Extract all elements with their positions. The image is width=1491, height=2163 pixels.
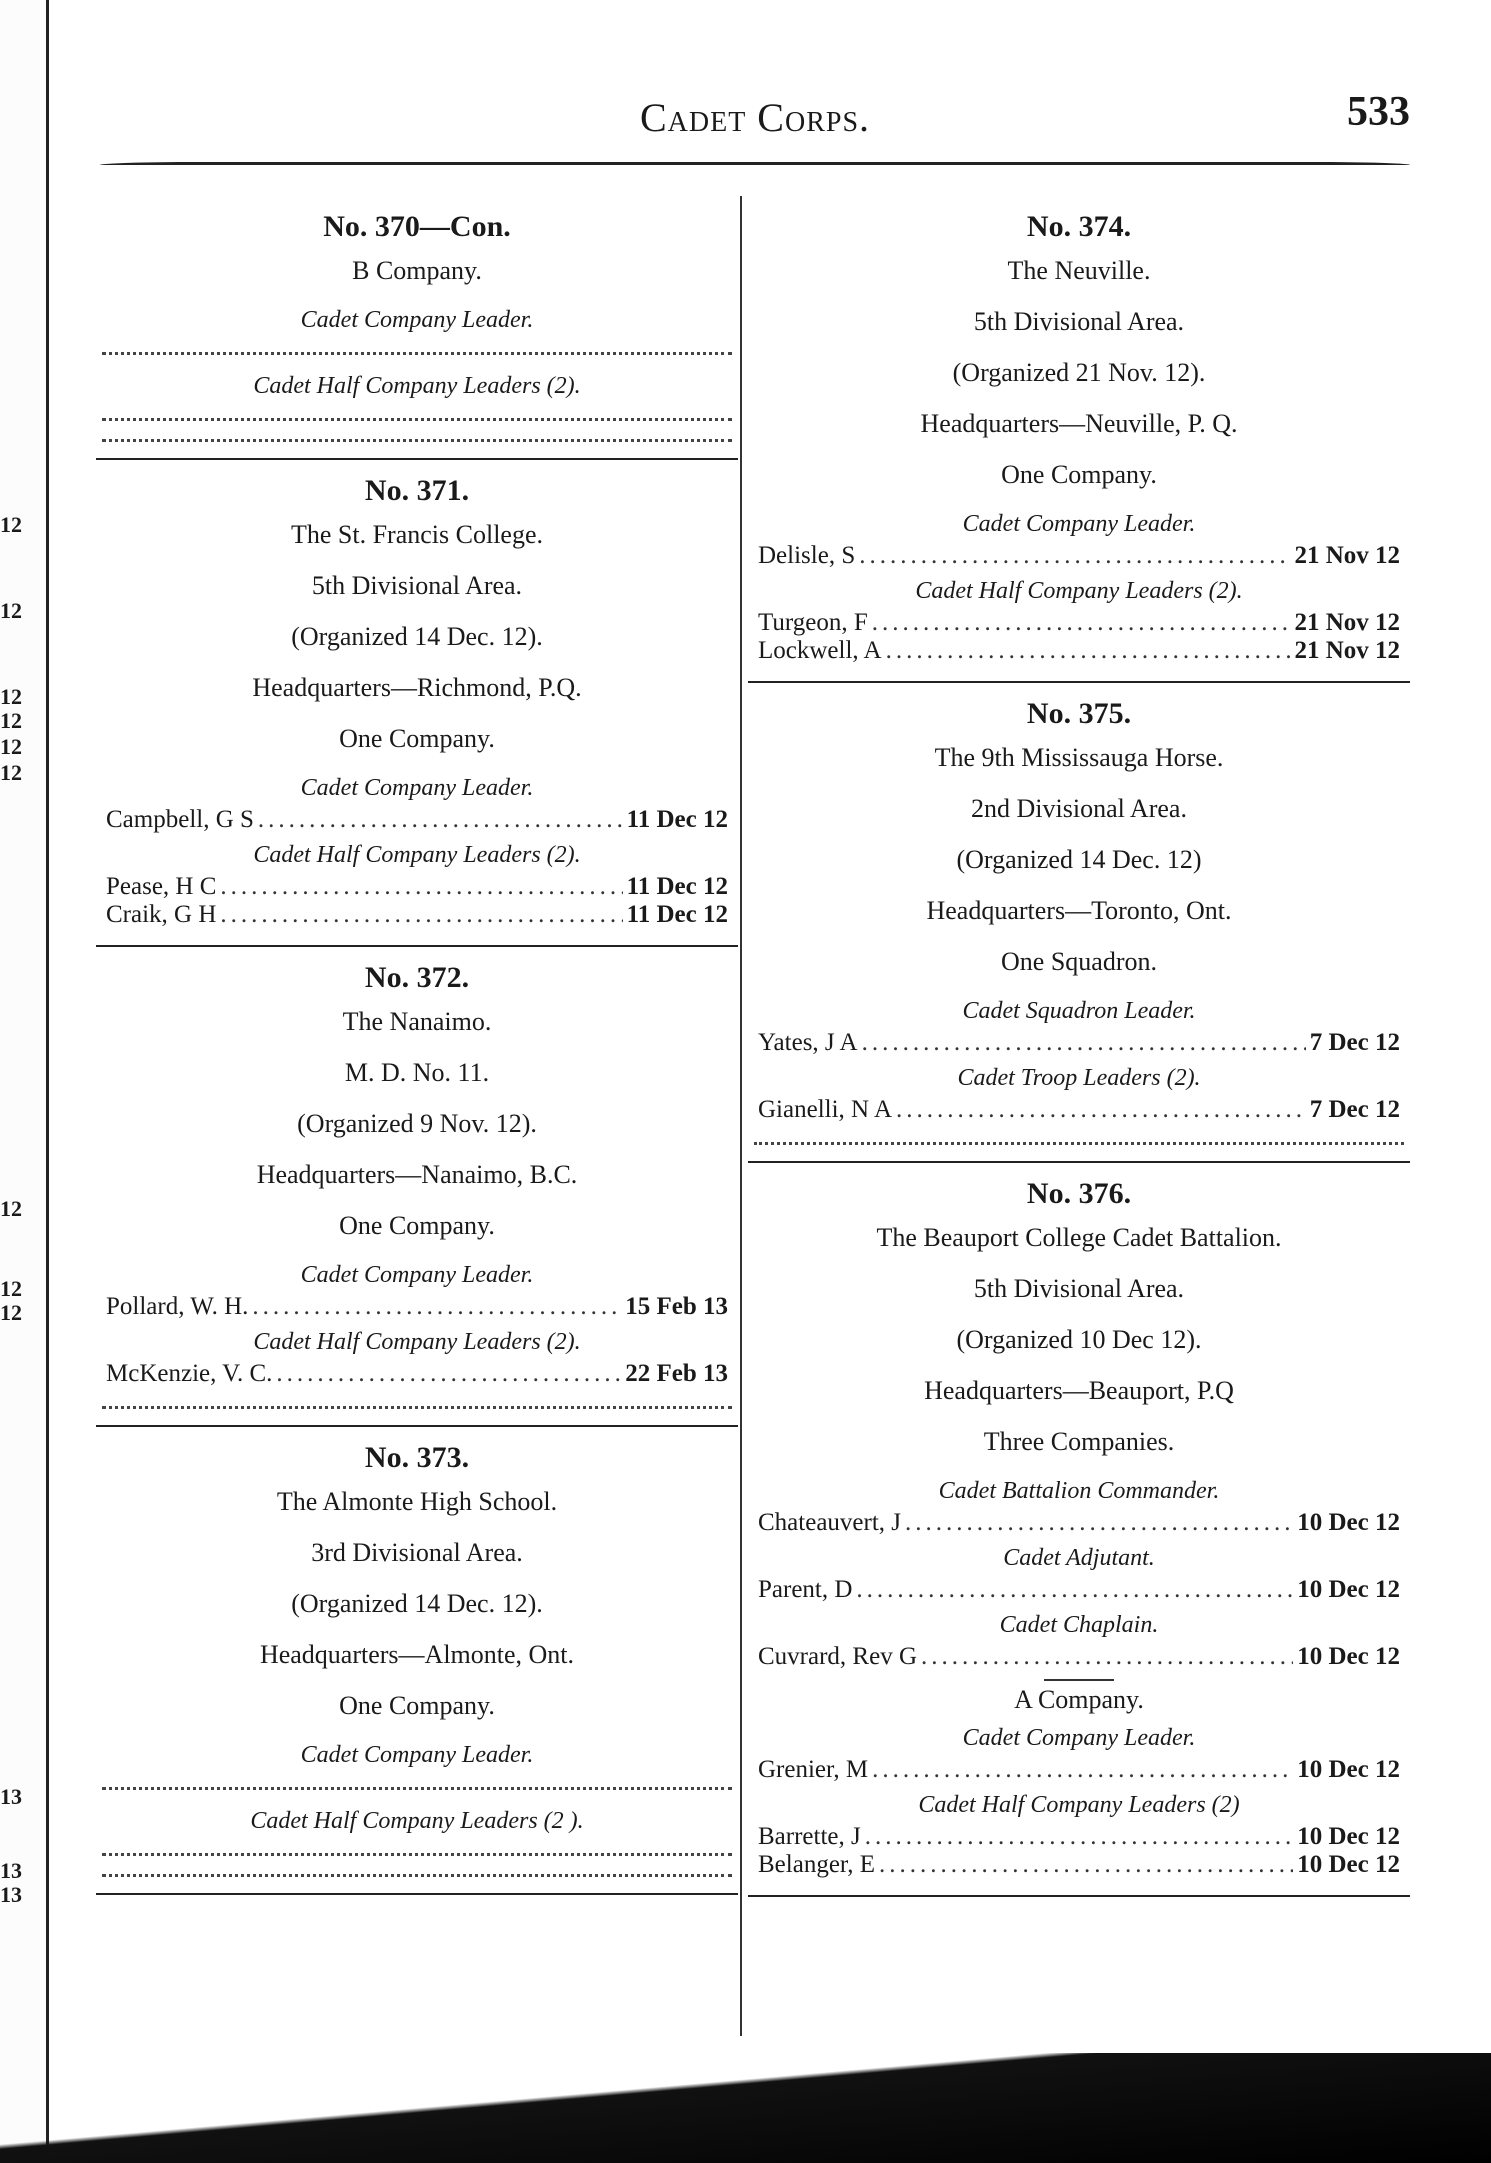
divisional-area: 5th Divisional Area. — [973, 307, 1185, 336]
blank-entry-line — [102, 338, 732, 355]
officer-name: Craik, G H — [106, 901, 217, 928]
appointment-date: 11 Dec 12 — [626, 873, 728, 900]
role-heading: Cadet Chaplain. — [999, 1612, 1159, 1638]
section-rule — [748, 1895, 1410, 1897]
strength: One Company. — [1001, 460, 1157, 489]
margin-mark: 13 — [0, 1858, 22, 1883]
organized-date: (Organized 14 Dec. 12) — [956, 845, 1202, 874]
corps-section-375 — [748, 697, 1410, 1163]
appointment-date: 22 Feb 13 — [625, 1360, 728, 1387]
officer-entry — [748, 1096, 1410, 1124]
header-rule — [100, 162, 1410, 165]
section-number: No. 373. — [364, 1441, 470, 1474]
section-rule — [96, 945, 738, 947]
leader-dots — [886, 637, 1291, 665]
officer-name: Lockwell, A — [758, 637, 882, 664]
leader-dots — [859, 542, 1290, 570]
margin-mark: 12 — [0, 512, 22, 537]
role-heading: Cadet Half Company Leaders (2) — [918, 1792, 1240, 1818]
officer-name: Pollard, W. H. — [106, 1293, 249, 1320]
appointment-date: 21 Nov 12 — [1294, 542, 1400, 569]
strength: One Company. — [339, 724, 495, 753]
officer-entry — [748, 1851, 1410, 1879]
strength: One Company. — [339, 1691, 495, 1720]
running-title: Cadet Corps. — [639, 95, 871, 140]
appointment-date: 10 Dec 12 — [1297, 1823, 1400, 1850]
appointment-date: 10 Dec 12 — [1297, 1509, 1400, 1536]
officer-name: Yates, J A — [758, 1029, 858, 1056]
headquarters: Headquarters—Toronto, Ont. — [926, 896, 1232, 925]
strength: One Company. — [339, 1211, 495, 1240]
role-heading: Cadet Battalion Commander. — [938, 1478, 1220, 1504]
corps-section-372 — [96, 961, 738, 1427]
leader-dots — [872, 609, 1291, 637]
section-rule — [748, 681, 1410, 683]
organized-date: (Organized 21 Nov. 12). — [952, 358, 1206, 387]
margin-mark: 12 — [0, 1196, 22, 1221]
role-heading: Cadet Company Leader. — [300, 307, 534, 333]
officer-name: Turgeon, F — [758, 609, 868, 636]
appointment-date: 11 Dec 12 — [626, 806, 728, 833]
corps-section-371 — [96, 474, 738, 947]
corps-section-370 — [96, 210, 738, 460]
appointment-date: 21 Nov 12 — [1294, 609, 1400, 636]
officer-entry — [748, 542, 1410, 570]
left-column — [96, 196, 738, 1903]
company-name: A Company. — [1014, 1685, 1144, 1714]
appointment-date: 11 Dec 12 — [626, 901, 728, 928]
organized-date: (Organized 14 Dec. 12). — [291, 1589, 543, 1618]
section-rule — [96, 458, 738, 460]
sub-section-rule — [1044, 1679, 1114, 1681]
margin-mark: 12 — [0, 598, 22, 623]
role-heading: Cadet Company Leader. — [300, 775, 534, 801]
corps-name: The Beauport College Cadet Battalion. — [876, 1223, 1282, 1252]
section-number: No. 376. — [1026, 1177, 1132, 1210]
appointment-date: 10 Dec 12 — [1297, 1851, 1400, 1878]
officer-name: Delisle, S — [758, 542, 856, 569]
officer-entry — [748, 1509, 1410, 1537]
officer-name: Cuvrard, Rev G — [758, 1643, 917, 1670]
margin-mark: 12 — [0, 1276, 22, 1301]
page-curl-shadow — [0, 2053, 1491, 2163]
officer-name: Barrette, J — [758, 1823, 861, 1850]
page-header — [100, 88, 1410, 148]
leader-dots — [252, 1293, 621, 1321]
blank-entry-line — [102, 425, 732, 442]
officer-name: Pease, H C — [106, 873, 217, 900]
role-heading: Cadet Half Company Leaders (2 ). — [250, 1808, 584, 1834]
officer-name: Gianelli, N A — [758, 1096, 893, 1123]
corps-name: The Nanaimo. — [342, 1007, 492, 1036]
section-number: No. 374. — [1026, 210, 1132, 243]
appointment-date: 21 Nov 12 — [1294, 637, 1400, 664]
blank-entry-line — [754, 1128, 1404, 1145]
section-number: No. 372. — [364, 961, 470, 994]
corps-name: The St. Francis College. — [290, 520, 543, 549]
appointment-date: 10 Dec 12 — [1297, 1756, 1400, 1783]
appointment-date: 7 Dec 12 — [1309, 1096, 1400, 1123]
section-number: No. 370—Con. — [323, 210, 511, 243]
strength: One Squadron. — [1001, 947, 1157, 976]
corps-name: The Neuville. — [1007, 256, 1151, 285]
leader-dots — [879, 1851, 1293, 1879]
margin-mark: 13 — [0, 1784, 22, 1809]
section-rule — [748, 1161, 1410, 1163]
role-heading: Cadet Half Company Leaders (2). — [253, 373, 581, 399]
officer-name: Grenier, M — [758, 1756, 869, 1783]
role-heading: Cadet Company Leader. — [300, 1742, 534, 1768]
role-heading: Cadet Half Company Leaders (2). — [915, 578, 1243, 604]
margin-mark: 12 — [0, 708, 22, 733]
corps-name: The 9th Mississauga Horse. — [934, 743, 1224, 772]
corps-name: The Almonte High School. — [276, 1487, 558, 1516]
leader-dots — [220, 873, 622, 901]
margin-mark: 12 — [0, 734, 22, 759]
headquarters: Headquarters—Almonte, Ont. — [259, 1640, 575, 1669]
margin-mark: 12 — [0, 684, 22, 709]
officer-entry — [748, 1643, 1410, 1671]
officer-entry — [748, 1576, 1410, 1604]
role-heading: Cadet Half Company Leaders (2). — [253, 842, 581, 868]
section-number: No. 375. — [1026, 697, 1132, 730]
margin-mark: 12 — [0, 760, 22, 785]
divisional-area: 3rd Divisional Area. — [311, 1538, 523, 1567]
section-rule — [96, 1893, 738, 1895]
officer-entry — [748, 637, 1410, 665]
organized-date: (Organized 14 Dec. 12). — [291, 622, 543, 651]
strength: Three Companies. — [983, 1427, 1175, 1456]
section-number: No. 371. — [364, 474, 470, 507]
leader-dots — [865, 1823, 1294, 1851]
officer-entry — [96, 1293, 738, 1321]
page-number: 533 — [1347, 89, 1410, 135]
blank-entry-line — [102, 1773, 732, 1790]
left-margin-marks — [0, 0, 22, 2163]
officer-entry — [748, 1029, 1410, 1057]
blank-entry-line — [102, 1392, 732, 1409]
role-heading: Cadet Adjutant. — [1003, 1545, 1155, 1571]
role-heading: Cadet Company Leader. — [962, 1725, 1196, 1751]
headquarters: Headquarters—Beauport, P.Q — [924, 1376, 1234, 1405]
leader-dots — [896, 1096, 1306, 1124]
military-district: M. D. No. 11. — [344, 1058, 490, 1087]
leader-dots — [276, 1360, 621, 1388]
margin-mark: 12 — [0, 1300, 22, 1325]
officer-name: Campbell, G S — [106, 806, 254, 833]
appointment-date: 10 Dec 12 — [1297, 1576, 1400, 1603]
officer-entry — [748, 609, 1410, 637]
divisional-area: 5th Divisional Area. — [311, 571, 523, 600]
role-heading: Cadet Squadron Leader. — [962, 998, 1196, 1024]
leader-dots — [862, 1029, 1306, 1057]
section-rule — [96, 1425, 738, 1427]
divisional-area: 5th Divisional Area. — [973, 1274, 1185, 1303]
column-divider — [740, 196, 742, 2036]
blank-entry-line — [102, 404, 732, 421]
role-heading: Cadet Troop Leaders (2). — [957, 1065, 1201, 1091]
officer-name: Parent, D — [758, 1576, 853, 1603]
headquarters: Headquarters—Nanaimo, B.C. — [256, 1160, 578, 1189]
headquarters: Headquarters—Neuville, P. Q. — [920, 409, 1238, 438]
appointment-date: 10 Dec 12 — [1297, 1643, 1400, 1670]
appointment-date: 7 Dec 12 — [1309, 1029, 1400, 1056]
officer-entry — [96, 806, 738, 834]
right-column — [748, 196, 1410, 1905]
officer-entry — [96, 1360, 738, 1388]
leader-dots — [921, 1643, 1293, 1671]
organized-date: (Organized 10 Dec 12). — [956, 1325, 1202, 1354]
divisional-area: 2nd Divisional Area. — [971, 794, 1187, 823]
officer-entry — [748, 1823, 1410, 1851]
headquarters: Headquarters—Richmond, P.Q. — [252, 673, 582, 702]
officer-name: Belanger, E — [758, 1851, 876, 1878]
officer-entry — [96, 873, 738, 901]
officer-entry — [96, 901, 738, 929]
blank-entry-line — [102, 1860, 732, 1877]
leader-dots — [905, 1509, 1293, 1537]
leader-dots — [856, 1576, 1293, 1604]
officer-name: McKenzie, V. C. — [106, 1360, 273, 1387]
officer-name: Chateauvert, J — [758, 1509, 902, 1536]
blank-entry-line — [102, 1839, 732, 1856]
two-column-body — [96, 196, 1410, 2046]
company-name: B Company. — [352, 256, 482, 285]
role-heading: Cadet Company Leader. — [962, 511, 1196, 537]
margin-mark: 13 — [0, 1882, 22, 1907]
role-heading: Cadet Half Company Leaders (2). — [253, 1329, 581, 1355]
corps-section-376 — [748, 1177, 1410, 1897]
role-heading: Cadet Company Leader. — [300, 1262, 534, 1288]
corps-section-374 — [748, 210, 1410, 683]
leader-dots — [872, 1756, 1293, 1784]
organized-date: (Organized 9 Nov. 12). — [297, 1109, 537, 1138]
corps-section-373 — [96, 1441, 738, 1895]
leader-dots — [258, 806, 623, 834]
officer-entry — [748, 1756, 1410, 1784]
leader-dots — [220, 901, 622, 929]
appointment-date: 15 Feb 13 — [625, 1293, 728, 1320]
